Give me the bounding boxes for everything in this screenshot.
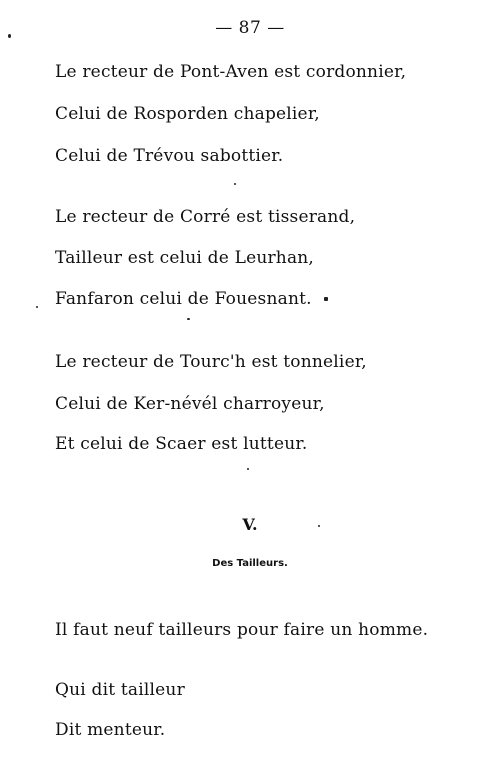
verse-line: Le recteur de Corré est tisserand, [55, 207, 356, 227]
verse-line: Et celui de Scaer est lutteur. [55, 434, 308, 454]
ink-speck [324, 297, 328, 301]
verse-line: Celui de Trévou sabottier. [55, 146, 284, 166]
ink-speck [234, 183, 236, 185]
page-number: — 87 — [215, 18, 285, 38]
proverb-line: Qui dit tailleur [55, 680, 185, 700]
verse-line: Le recteur de Pont-Aven est cordonnier, [55, 62, 407, 82]
section-numeral: V. [242, 515, 258, 534]
verse-line: Tailleur est celui de Leurhan, [55, 248, 315, 268]
ink-speck [187, 318, 190, 320]
proverb-line: Dit menteur. [55, 720, 166, 740]
ink-speck [247, 468, 249, 470]
ink-speck [36, 306, 38, 308]
verse-line: Fanfaron celui de Fouesnant. [55, 289, 312, 309]
ink-speck [318, 525, 320, 527]
verse-line: Celui de Rosporden chapelier, [55, 104, 320, 124]
section-title: Des Tailleurs. [212, 558, 288, 569]
proverb-line: Il faut neuf tailleurs pour faire un homme. [55, 620, 429, 640]
verse-line: Celui de Ker-névél charroyeur, [55, 394, 325, 414]
verse-line: Le recteur de Tourc'h est tonnelier, [55, 352, 367, 372]
ink-speck [8, 34, 11, 38]
